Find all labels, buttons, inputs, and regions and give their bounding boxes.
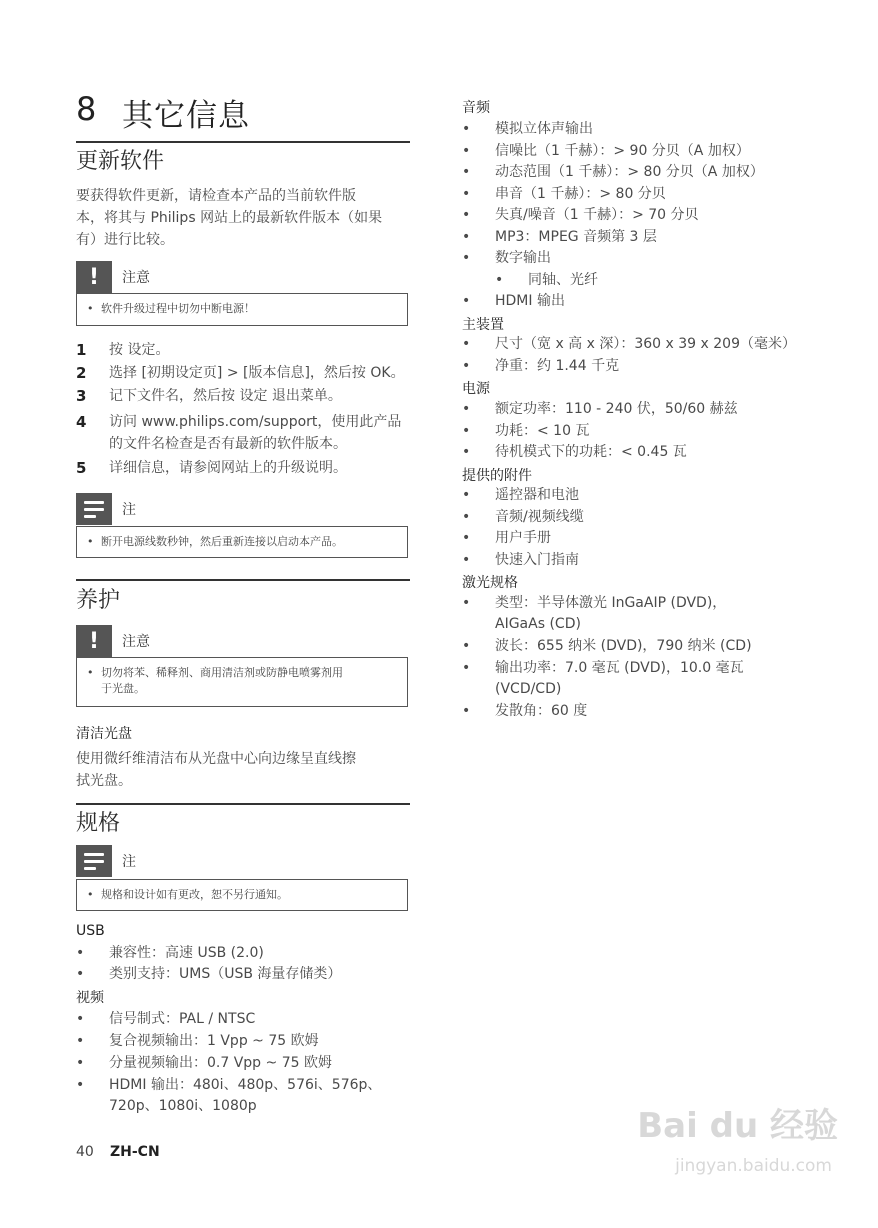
list-text: HDMI 输出：480i、480p、576i、576p、 <box>109 1077 382 1093</box>
clean-text <box>76 748 396 792</box>
list-text: 待机模式下的功耗：< 0.45 瓦 <box>495 444 687 460</box>
bullet: • <box>462 250 471 266</box>
update-intro <box>76 185 396 251</box>
note-icon <box>76 845 112 877</box>
list-text: 波长：655 纳米 (DVD)，790 纳米 (CD) <box>495 638 752 654</box>
bullet: • <box>462 121 471 137</box>
bullet: • <box>87 535 94 548</box>
clean-line: 使用微纤维清洁布从光盘中心向边缘呈直线擦 <box>76 751 356 767</box>
note-box <box>76 526 408 558</box>
exclamation-icon: ! <box>76 261 112 293</box>
bullet: • <box>462 229 471 245</box>
divider <box>76 141 410 143</box>
bullet: • <box>87 888 94 901</box>
bullet: • <box>462 401 471 417</box>
note-box <box>76 879 408 911</box>
intro-line: 要获得软件更新，请检查本产品的当前软件版 <box>76 188 356 204</box>
list-text: 功耗：< 10 瓦 <box>495 423 590 439</box>
subheading-accessories: 提供的附件 <box>462 468 532 484</box>
note-header <box>76 845 136 877</box>
section-heading-care: 养护 <box>76 588 121 613</box>
step-text: 按 设定。 <box>109 342 170 358</box>
caution-header <box>76 625 150 657</box>
subheading-clean: 清洁光盘 <box>76 726 132 742</box>
step-number: 3 <box>76 387 87 405</box>
list-text: 额定功率：110 - 240 伏，50/60 赫兹 <box>495 401 738 417</box>
bullet: • <box>462 358 471 374</box>
step-text: 的文件名检查是否有最新的软件版本。 <box>109 436 347 452</box>
note-header <box>76 493 136 525</box>
bullet: • <box>462 660 471 676</box>
bullet: • <box>462 293 471 309</box>
caution-text: 于光盘。 <box>101 682 145 695</box>
list-text: 类型：半导体激光 InGaAIP (DVD)， <box>495 595 727 611</box>
bullet: • <box>462 444 471 460</box>
clean-line: 拭光盘。 <box>76 773 132 789</box>
note-label: 注 <box>122 854 136 870</box>
subheading-video: 视频 <box>76 990 104 1006</box>
subheading-laser: 激光规格 <box>462 575 518 591</box>
list-text: (VCD/CD) <box>495 681 562 697</box>
step-text: 记下文件名，然后按 设定 退出菜单。 <box>109 388 342 404</box>
language-code: ZH-CN <box>110 1144 160 1160</box>
list-text: 快速入门指南 <box>495 552 579 568</box>
divider <box>76 579 410 581</box>
chapter-number: 8 <box>76 90 97 128</box>
bullet: • <box>76 1011 85 1027</box>
chapter-title: 其它信息 <box>122 98 250 134</box>
list-text: HDMI 输出 <box>495 293 565 309</box>
section-heading-specs: 规格 <box>76 811 121 836</box>
list-text: 动态范围（1 千赫）：> 80 分贝（A 加权） <box>495 164 764 180</box>
bullet: • <box>87 302 94 315</box>
list-text: 同轴、光纤 <box>528 272 598 288</box>
bullet: • <box>87 666 94 679</box>
list-text: 数字输出 <box>495 250 551 266</box>
intro-line: 有）进行比较。 <box>76 232 174 248</box>
note-text: 规格和设计如有更改，恕不另行通知。 <box>101 888 288 901</box>
bullet: • <box>462 143 471 159</box>
bullet: • <box>462 595 471 611</box>
caution-text: 软件升级过程中切勿中断电源！ <box>101 302 255 315</box>
list-text: 类别支持：UMS（USB 海量存储类） <box>109 966 342 982</box>
list-text: 净重：约 1.44 千克 <box>495 358 620 374</box>
list-text: 音频/视频线缆 <box>495 509 584 525</box>
caution-text: 切勿将苯、稀释剂、商用清洁剂或防静电喷雾剂用 <box>101 666 343 679</box>
caution-label: 注意 <box>122 634 150 650</box>
list-text: 720p、1080i、1080p <box>109 1098 257 1114</box>
watermark-logo: Bai du 经验 <box>637 1106 838 1146</box>
bullet: • <box>462 164 471 180</box>
bullet: • <box>76 1077 85 1093</box>
step-number: 5 <box>76 459 87 477</box>
step-number: 4 <box>76 413 87 431</box>
intro-line: 本，将其与 Philips 网站上的最新软件版本（如果 <box>76 210 383 226</box>
list-text: 串音（1 千赫）：> 80 分贝 <box>495 186 666 202</box>
list-text: 用户手册 <box>495 530 551 546</box>
page-number: 40 <box>76 1144 94 1160</box>
step-text: 访问 www.philips.com/support，使用此产品 <box>109 414 402 430</box>
divider <box>76 803 410 805</box>
bullet: • <box>462 423 471 439</box>
exclamation-icon: ! <box>76 625 112 657</box>
list-text: MP3：MPEG 音频第 3 层 <box>495 229 657 245</box>
list-text: 输出功率：7.0 毫瓦 (DVD)，10.0 毫瓦 <box>495 660 744 676</box>
subheading-power: 电源 <box>462 381 490 397</box>
bullet: • <box>76 1055 85 1071</box>
bullet: • <box>462 487 471 503</box>
step-text: 详细信息，请参阅网站上的升级说明。 <box>109 460 347 476</box>
bullet: • <box>462 207 471 223</box>
list-text: AIGaAs (CD) <box>495 616 581 632</box>
caution-box <box>76 293 408 326</box>
bullet: • <box>462 186 471 202</box>
bullet: • <box>462 509 471 525</box>
note-icon <box>76 493 112 525</box>
bullet: • <box>495 272 504 288</box>
caution-header <box>76 261 150 293</box>
list-text: 分量视频输出：0.7 Vpp ~ 75 欧姆 <box>109 1055 332 1071</box>
caution-box <box>76 657 408 707</box>
bullet: • <box>76 966 85 982</box>
bullet: • <box>462 336 471 352</box>
bullet: • <box>76 1033 85 1049</box>
section-heading-update: 更新软件 <box>76 149 165 174</box>
subheading-main-unit: 主装置 <box>462 317 504 333</box>
step-number: 1 <box>76 341 87 359</box>
note-label: 注 <box>122 502 136 518</box>
list-text: 发散角：60 度 <box>495 703 588 719</box>
bullet: • <box>462 530 471 546</box>
subheading-audio: 音频 <box>462 100 490 116</box>
caution-label: 注意 <box>122 270 150 286</box>
list-text: 信号制式：PAL / NTSC <box>109 1011 256 1027</box>
bullet: • <box>462 638 471 654</box>
note-text: 断开电源线数秒钟，然后重新连接以启动本产品。 <box>101 535 343 548</box>
list-text: 信噪比（1 千赫）：> 90 分贝（A 加权） <box>495 143 750 159</box>
bullet: • <box>462 703 471 719</box>
bullet: • <box>462 552 471 568</box>
step-text: 选择 [初期设定页] > [版本信息]，然后按 OK。 <box>109 365 405 381</box>
step-number: 2 <box>76 364 87 382</box>
list-text: 兼容性：高速 USB (2.0) <box>109 945 264 961</box>
subheading-usb: USB <box>76 923 105 939</box>
bullet: • <box>76 945 85 961</box>
list-text: 遥控器和电池 <box>495 487 579 503</box>
list-text: 复合视频输出：1 Vpp ~ 75 欧姆 <box>109 1033 319 1049</box>
list-text: 尺寸（宽 x 高 x 深）：360 x 39 x 209（毫米） <box>495 336 796 352</box>
list-text: 模拟立体声输出 <box>495 121 593 137</box>
list-text: 失真/噪音（1 千赫）：> 70 分贝 <box>495 207 699 223</box>
watermark-url: jingyan.baidu.com <box>675 1156 832 1176</box>
